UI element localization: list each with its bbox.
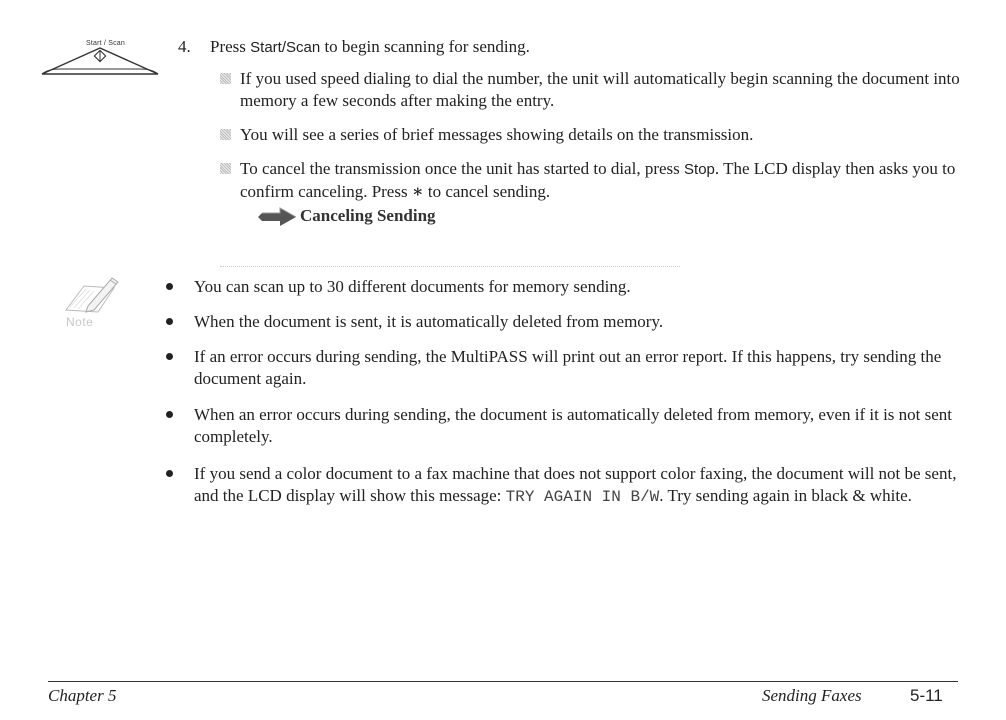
color-fax-text-after: . Try sending again in black & white.	[659, 486, 912, 505]
footer-rule	[48, 681, 958, 682]
lcd-message: TRY AGAIN IN B/W	[505, 488, 660, 506]
bullet-icon	[166, 470, 173, 477]
bullet-text	[194, 463, 964, 508]
sub-item-text: If you used speed dialing to dial the number, the unit will automatically begin scanning the document into memory a few seconds after making the entry.	[240, 69, 960, 110]
step-number: 4.	[178, 37, 191, 56]
bullet-icon	[166, 318, 173, 325]
cancel-text-before: To cancel the transmission once the unit has started to dial, press	[240, 159, 685, 178]
bullet-text: When the document is sent, it is automatically deleted from memory.	[194, 312, 664, 331]
square-bullet-icon	[220, 129, 231, 140]
page-number: 5-11	[910, 686, 943, 705]
bullet-icon	[166, 283, 173, 290]
section-divider	[220, 266, 680, 267]
section-title: Sending Faxes	[762, 686, 862, 705]
square-bullet-icon	[220, 73, 231, 84]
cancel-text-after: to cancel sending.	[423, 182, 551, 201]
bullet-text: You can scan up to 30 different documents for memory sending.	[194, 277, 631, 296]
cross-reference-text: Canceling Sending	[300, 206, 436, 225]
asterisk-key-symbol: ∗	[411, 182, 424, 201]
cancel-text-middle: . The LCD display then asks you to confirm canceling. Press	[240, 159, 956, 201]
bullet-icon	[166, 411, 173, 418]
stop-key-name: Stop	[684, 161, 715, 178]
key-label: Start / Scan	[86, 40, 125, 47]
step-suffix: to begin scanning for sending.	[320, 37, 530, 56]
sub-item-text	[240, 158, 962, 203]
sub-item-text: You will see a series of brief messages showing details on the transmission.	[240, 125, 754, 144]
bullet-icon	[166, 353, 173, 360]
start-scan-key-name: Start/Scan	[250, 39, 321, 56]
pencil-paper-icon	[62, 276, 124, 316]
step-text	[210, 36, 970, 59]
bullet-text: If an error occurs during sending, the MultiPASS will print out an error report. If this happens, try sending the document again.	[194, 347, 942, 388]
square-bullet-icon	[220, 163, 231, 174]
color-fax-text-before: If you send a color document to a fax machine that does not support color faxing, the document will not be sent, and the LCD display will show this message:	[194, 464, 957, 505]
chapter-label: Chapter 5	[48, 686, 117, 705]
note-label: Note	[66, 315, 94, 329]
bullet-text: When an error occurs during sending, the document is automatically deleted from memory, even if it is not sent completely.	[194, 405, 953, 446]
step-prefix: Press	[210, 37, 251, 56]
arrow-right-icon	[256, 207, 298, 227]
